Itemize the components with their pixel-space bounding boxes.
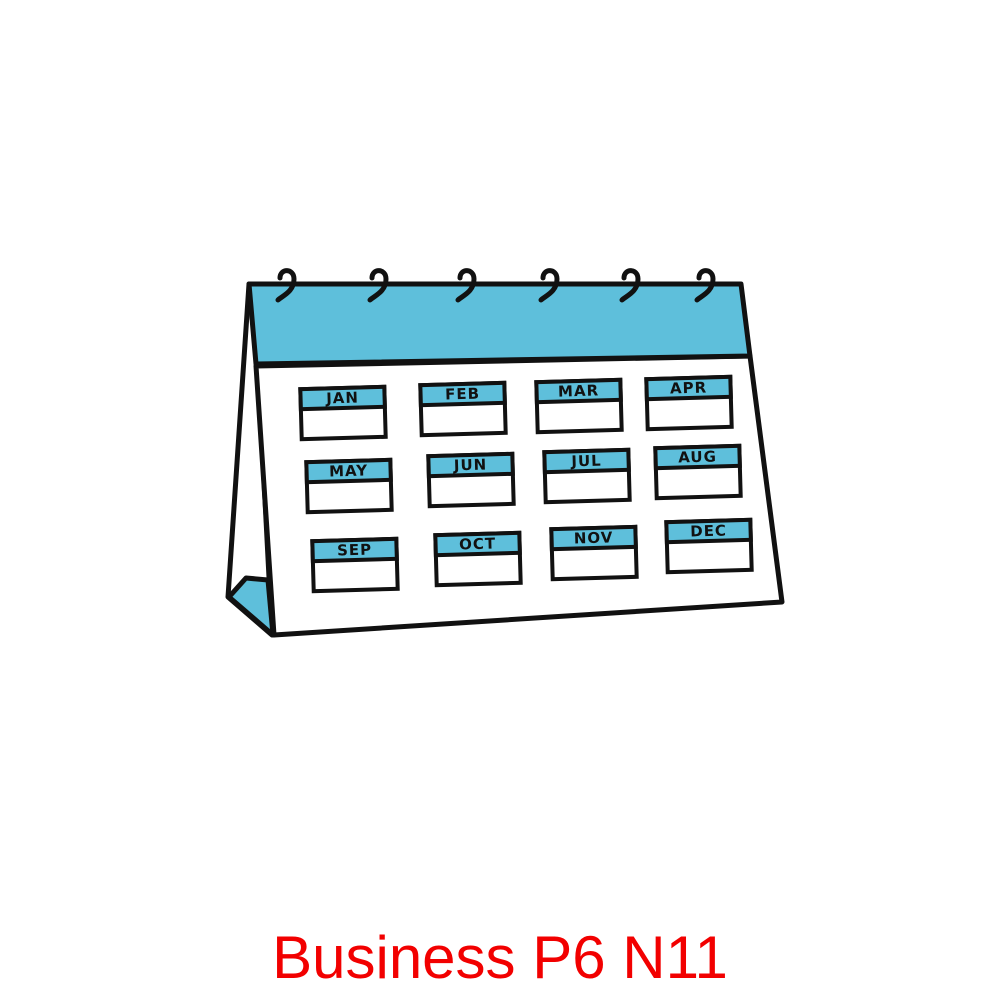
month-card bbox=[435, 533, 520, 585]
month-card bbox=[420, 383, 505, 435]
month-card bbox=[300, 387, 385, 439]
month-card bbox=[306, 460, 391, 512]
month-label: DEC bbox=[689, 521, 728, 541]
month-label: OCT bbox=[458, 534, 497, 554]
month-label: FEB bbox=[444, 384, 481, 404]
month-card bbox=[551, 527, 636, 579]
month-label: JUL bbox=[571, 451, 602, 471]
month-card bbox=[428, 454, 513, 506]
month-label: MAY bbox=[328, 461, 369, 481]
month-label: JAN bbox=[325, 388, 360, 408]
caption-label: Business P6 N11 bbox=[272, 924, 728, 991]
calendar-header-strip bbox=[249, 284, 750, 364]
month-card bbox=[544, 450, 629, 502]
month-card bbox=[646, 377, 731, 429]
month-card bbox=[312, 539, 397, 591]
month-label: APR bbox=[669, 378, 708, 398]
month-card bbox=[666, 520, 751, 572]
month-card bbox=[655, 446, 740, 498]
month-label: AUG bbox=[678, 447, 718, 467]
month-label: JUN bbox=[453, 455, 488, 475]
month-label: MAR bbox=[557, 381, 600, 401]
month-label: SEP bbox=[336, 540, 373, 560]
month-label: NOV bbox=[573, 528, 614, 548]
month-card bbox=[536, 380, 621, 432]
